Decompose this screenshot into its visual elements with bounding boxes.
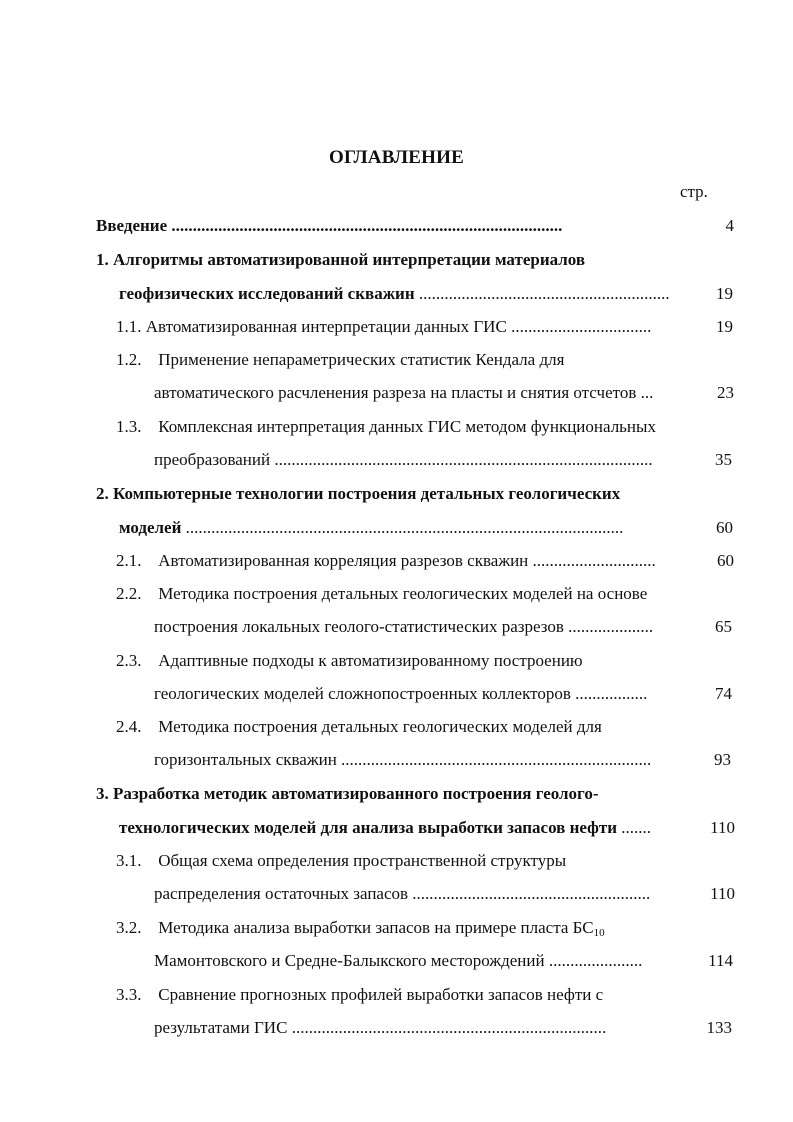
toc-number: 3.2. <box>116 918 142 937</box>
toc-chapter-2-line2[interactable] <box>119 516 733 540</box>
toc-leader: ...................... <box>548 951 643 970</box>
toc-chapter-3-line2[interactable] <box>119 816 735 840</box>
toc-section-1-3-line2[interactable] <box>154 448 732 472</box>
toc-entry-title: Методика анализа выработки запасов на примере пласта БС <box>158 918 594 937</box>
toc-entry-title-cont: преобразований <box>154 450 271 469</box>
toc-section-3-2-line2[interactable] <box>154 949 733 973</box>
toc-number: 1.2. <box>116 350 142 369</box>
toc-chapter-2-line1[interactable] <box>96 482 620 506</box>
toc-chapter-1-line1[interactable] <box>96 248 585 272</box>
page-title: ОГЛАВЛЕНИЕ <box>329 147 464 168</box>
toc-section-1-3-line1[interactable] <box>116 415 656 439</box>
toc-leader: .................... <box>568 617 654 636</box>
toc-entry-title-cont: моделей <box>119 518 182 537</box>
toc-entry-title: Автоматизированная корреляция разрезов скважин <box>158 551 529 570</box>
toc-entry-title: Введение <box>96 216 168 235</box>
toc-entry-title: Автоматизированная интерпретации данных ГИС <box>145 317 507 336</box>
toc-section-3-1-line1[interactable] <box>116 849 566 873</box>
toc-entry-title: Адаптивные подходы к автоматизированному построению <box>158 651 583 670</box>
toc-entry-title: Комплексная интерпретация данных ГИС методом функциональных <box>158 417 656 436</box>
toc-leader: ......................................................................... <box>341 750 652 769</box>
toc-number: 1. <box>96 250 109 269</box>
toc-entry-title: Применение непараметрических статистик Кендала для <box>158 350 565 369</box>
toc-number: 1.1. <box>116 317 142 336</box>
toc-page-number: 114 <box>708 951 733 970</box>
toc-leader: ....................................................................................................... <box>185 518 624 537</box>
toc-page-number: 110 <box>710 818 735 837</box>
toc-entry-title-cont: распределения остаточных запасов <box>154 884 409 903</box>
toc-entry-title: Методика построения детальных геологических моделей на основе <box>158 584 648 603</box>
toc-section-2-4-line1[interactable] <box>116 715 602 739</box>
toc-section-3-1-line2[interactable] <box>154 882 735 906</box>
toc-entry-title: Разработка методик автоматизированного построения геолого- <box>113 784 599 803</box>
toc-page-number: 133 <box>706 1018 732 1037</box>
toc-section-2-1[interactable] <box>116 549 734 573</box>
toc-page-number: 110 <box>710 884 735 903</box>
toc-page-number: 60 <box>716 518 733 537</box>
toc-entry-title-cont: автоматического расчленения разреза на пласты и снятия отсчетов <box>154 383 637 402</box>
toc-entry-title: Общая схема определения пространственной структуры <box>158 851 567 870</box>
toc-leader: ....... <box>621 818 652 837</box>
toc-page-number: 19 <box>716 317 733 336</box>
toc-number: 3.1. <box>116 851 142 870</box>
toc-section-3-3-line1[interactable] <box>116 983 603 1007</box>
toc-entry-title-cont: геологических моделей сложнопостроенных коллекторов <box>154 684 571 703</box>
toc-number: 2. <box>96 484 109 503</box>
toc-leader: ... <box>640 383 654 402</box>
toc-number: 2.2. <box>116 584 142 603</box>
toc-page-number: 65 <box>715 617 732 636</box>
toc-section-1-2-line2[interactable] <box>154 381 734 405</box>
toc-section-1-2-line1[interactable] <box>116 348 564 372</box>
toc-leader: ............................................................................................ <box>171 216 563 235</box>
toc-leader: .......................................................................... <box>291 1018 607 1037</box>
toc-page-number: 4 <box>725 216 734 235</box>
toc-page-number: 60 <box>717 551 734 570</box>
toc-number: 2.3. <box>116 651 142 670</box>
toc-chapter-3-line1[interactable] <box>96 782 599 806</box>
toc-number: 2.4. <box>116 717 142 736</box>
toc-leader: ......................................................................................... <box>274 450 653 469</box>
toc-leader: ................. <box>575 684 648 703</box>
toc-number: 2.1. <box>116 551 142 570</box>
toc-section-2-3-line2[interactable] <box>154 682 732 706</box>
toc-section-2-2-line1[interactable] <box>116 582 647 606</box>
toc-section-3-3-line2[interactable] <box>154 1016 732 1040</box>
toc-entry-title: Алгоритмы автоматизированной интерпретации материалов <box>113 250 586 269</box>
toc-entry-intro[interactable] <box>96 214 734 238</box>
toc-entry-title-cont: геофизических исследований скважин <box>119 284 415 303</box>
toc-number: 1.3. <box>116 417 142 436</box>
toc-number: 3.3. <box>116 985 142 1004</box>
page-column-header: стр. <box>680 182 708 201</box>
toc-entry-title: Сравнение прогнозных профилей выработки запасов нефти с <box>158 985 604 1004</box>
toc-section-2-2-line2[interactable] <box>154 615 732 639</box>
toc-entry-title-cont: построения локальных геолого-статистических разрезов <box>154 617 564 636</box>
toc-entry-title: Компьютерные технологии построения детальных геологических <box>113 484 621 503</box>
toc-section-1-1[interactable] <box>116 315 733 339</box>
toc-page-number: 35 <box>715 450 732 469</box>
toc-leader: ................................. <box>511 317 652 336</box>
toc-leader: ........................................................ <box>412 884 651 903</box>
toc-leader: ............................. <box>532 551 656 570</box>
toc-section-2-3-line1[interactable] <box>116 649 583 673</box>
toc-entry-title-cont: технологических моделей для анализа выработки запасов нефти <box>119 818 618 837</box>
toc-leader: ........................................................... <box>418 284 670 303</box>
toc-entry-title: Методика построения детальных геологических моделей для <box>158 717 602 736</box>
toc-entry-title-cont: Мамонтовского и Средне-Балыкского месторождений <box>154 951 545 970</box>
toc-page-number: 74 <box>715 684 732 703</box>
toc-entry-title-cont: результатами ГИС <box>154 1018 288 1037</box>
toc-page-number: 23 <box>717 383 734 402</box>
toc-entry-title-cont: горизонтальных скважин <box>154 750 337 769</box>
toc-section-3-2-line1[interactable] <box>116 916 605 940</box>
toc-page-number: 93 <box>714 750 731 769</box>
toc-page-number: 19 <box>716 284 733 303</box>
toc-number: 3. <box>96 784 109 803</box>
toc-chapter-1-line2[interactable] <box>119 282 733 306</box>
toc-section-2-4-line2[interactable] <box>154 748 731 772</box>
toc-subscript: 10 <box>593 927 605 939</box>
